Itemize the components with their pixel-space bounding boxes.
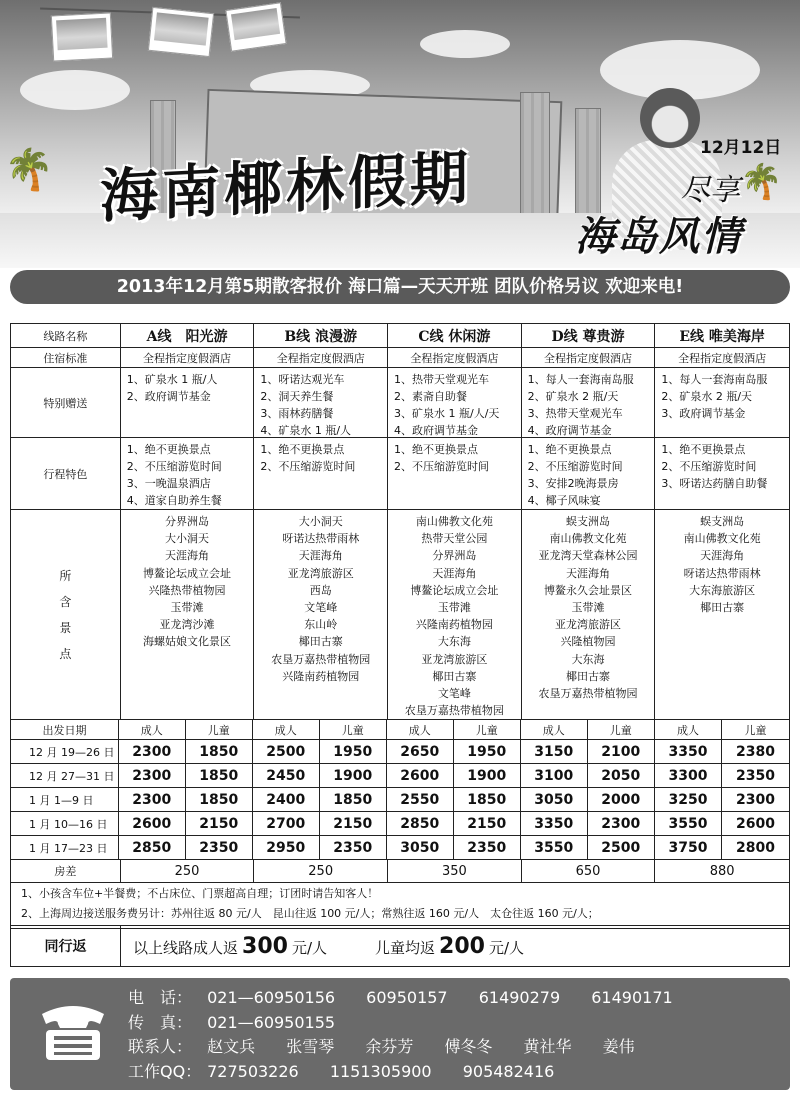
feature-row — [11, 438, 789, 510]
room-diff-e: 880 — [709, 863, 735, 879]
feature-item: 2、不压缩游览时间 — [527, 460, 623, 473]
scenic-label-char: 含 — [59, 594, 72, 609]
price-child: 2800 — [736, 839, 775, 856]
scenic-a — [121, 510, 255, 719]
price-adult: 2400 — [253, 788, 320, 811]
price-header-row — [11, 720, 789, 740]
gift-label: 特别赠送 — [11, 368, 121, 437]
route-name-label: 线路名称 — [11, 324, 121, 347]
scenic-item: 椰田古寨 — [298, 635, 343, 649]
scenic-item: 玉带滩 — [571, 601, 605, 615]
scenic-item: 南山佛教文化苑 — [415, 515, 493, 528]
rebate-box — [10, 925, 790, 967]
scenic-item: 文笔峰 — [304, 601, 338, 615]
line-e-name: E线 唯美海岸 — [679, 328, 765, 345]
gift-e — [655, 368, 789, 437]
price-row — [11, 812, 789, 836]
gift-item: 4、矿泉水 1 瓶/人 — [260, 424, 352, 437]
fax-line — [128, 1011, 673, 1036]
scenic-item: 玉带滩 — [170, 601, 204, 615]
price-child: 1850 — [199, 767, 239, 784]
palm-tree-icon: 🌴 — [4, 147, 54, 193]
price-header-e — [655, 720, 789, 739]
scenic-item: 天涯海角 — [165, 549, 210, 563]
price-adult: 2600 — [119, 812, 186, 835]
scenic-item: 文笔峰 — [437, 687, 471, 701]
child-label: 儿童 — [207, 723, 230, 737]
scenic-item: 大东海 — [437, 635, 471, 649]
contact-person: 黄社华 — [523, 1037, 572, 1056]
hanging-photo — [148, 7, 214, 57]
feature-item: 2、不压缩游览时间 — [126, 460, 222, 473]
gift-item: 4、政府调节基金 — [527, 424, 612, 437]
gift-a — [121, 368, 255, 437]
feature-a — [121, 438, 255, 509]
gift-item: 1、每人一套海南岛服 — [527, 373, 634, 386]
room-diff-c: 350 — [388, 860, 522, 882]
scenic-item: 热带天堂公园 — [421, 532, 488, 546]
person-label: 联系人： — [128, 1037, 193, 1056]
price-child: 2350 — [199, 839, 239, 856]
price-adult: 3050 — [387, 836, 454, 859]
gift-item: 1、热带天堂观光车 — [394, 373, 490, 386]
scenic-item: 分界洲岛 — [432, 549, 477, 563]
price-adult: 3050 — [521, 788, 588, 811]
price-child: 2300 — [601, 815, 641, 832]
hotel-row — [11, 348, 789, 368]
depart-date-label: 出发日期 — [11, 720, 119, 739]
scenic-item: 天涯海角 — [700, 549, 745, 563]
price-adult: 2950 — [253, 836, 320, 859]
scenic-b — [254, 510, 388, 719]
depart-date: 12 月 19—26 日 — [11, 740, 119, 763]
child-label: 儿童 — [341, 723, 364, 737]
scenic-item: 南山佛教文化苑 — [683, 532, 761, 546]
tel-number: 61490171 — [591, 988, 673, 1007]
scenic-item: 椰田古寨 — [700, 601, 745, 615]
price-adult: 3350 — [521, 812, 588, 835]
scenic-item: 农垦万嘉热带植物园 — [404, 704, 504, 718]
price-adult: 3350 — [655, 740, 722, 763]
scenic-item: 天涯海角 — [432, 566, 477, 580]
price-child: 1850 — [467, 791, 507, 808]
feature-item: 2、不压缩游览时间 — [394, 460, 490, 473]
price-adult: 3300 — [655, 764, 722, 787]
price-child: 2150 — [467, 815, 507, 832]
cloud-shape — [20, 70, 130, 110]
adult-label: 成人 — [521, 720, 588, 739]
gift-d — [522, 368, 656, 437]
gift-item: 2、政府调节基金 — [126, 390, 211, 403]
scenic-item: 天涯海角 — [566, 566, 611, 580]
child-label: 儿童 — [744, 723, 767, 737]
palm-tree-icon: 🌴 — [740, 162, 783, 202]
gift-item: 3、热带天堂观光车 — [527, 407, 623, 420]
qq-label: 工作QQ： — [128, 1061, 202, 1081]
price-child: 2150 — [199, 815, 239, 832]
issue-date: 12月12日 — [700, 138, 782, 158]
scenic-item: 博鳌论坛成立会址 — [410, 583, 499, 597]
scenic-item: 大东海 — [571, 652, 605, 666]
scenic-item: 亚龙湾旅游区 — [555, 618, 622, 632]
price-child: 2350 — [736, 767, 775, 784]
scenic-item: 呀诺达热带雨林 — [282, 532, 360, 546]
adult-label: 成人 — [387, 720, 454, 739]
scenic-item: 兴隆南药植物园 — [415, 618, 493, 632]
contact-person: 姜伟 — [602, 1037, 635, 1056]
slogan-bottom: 海岛风情 — [575, 213, 743, 260]
gift-item: 3、雨林药膳餐 — [260, 407, 334, 420]
child-label: 儿童 — [609, 723, 632, 737]
scenic-item: 蜈支洲岛 — [566, 515, 611, 528]
contact-footer — [10, 978, 790, 1090]
price-adult: 2600 — [387, 764, 454, 787]
price-adult: 2700 — [253, 812, 320, 835]
price-adult: 3550 — [521, 836, 588, 859]
price-child: 2100 — [601, 743, 641, 760]
gift-item: 3、政府调节基金 — [661, 407, 746, 420]
scenic-item: 椰田古寨 — [432, 669, 477, 683]
hotel-c: 全程指定度假酒店 — [388, 348, 522, 367]
rebate-text — [121, 934, 524, 959]
room-diff-label: 房差 — [11, 860, 121, 882]
price-child: 1850 — [333, 791, 373, 808]
line-b-name: B线 浪漫游 — [254, 324, 388, 347]
feature-e — [655, 438, 789, 509]
feature-item: 3、安排2晚海景房 — [527, 477, 619, 490]
room-diff-d: 650 — [522, 860, 656, 882]
feature-item: 2、不压缩游览时间 — [661, 460, 757, 473]
scenic-item: 呀诺达热带雨林 — [683, 566, 761, 580]
price-row — [11, 740, 789, 764]
price-child: 1950 — [467, 743, 507, 760]
gift-b — [254, 368, 388, 437]
price-header-c — [387, 720, 521, 739]
note-line: 2、上海周边接送服务费另计：苏州往返 80 元/人 昆山往返 100 元/人；常熟往返 160 元/人 太仓往返 160 元/人； — [21, 907, 599, 920]
feature-item: 1、绝不更换景点 — [394, 443, 479, 456]
scenic-item: 亚龙湾旅游区 — [421, 652, 488, 666]
adult-label: 成人 — [119, 720, 186, 739]
scenic-item: 亚龙湾天堂森林公园 — [538, 549, 638, 563]
price-table — [10, 323, 790, 883]
gift-item: 3、矿泉水 1 瓶/人/天 — [394, 407, 500, 420]
price-adult: 2550 — [387, 788, 454, 811]
scenic-item: 玉带滩 — [437, 601, 471, 615]
adult-label: 成人 — [253, 720, 320, 739]
qq-line — [128, 1060, 673, 1085]
gift-item: 2、素斋自助餐 — [394, 390, 468, 403]
scenic-row — [11, 510, 789, 720]
price-adult: 3100 — [521, 764, 588, 787]
hotel-e: 全程指定度假酒店 — [678, 351, 767, 365]
scenic-item: 海螺姑娘文化景区 — [143, 635, 232, 649]
price-row — [11, 788, 789, 812]
price-child: 2350 — [333, 839, 373, 856]
price-header-d — [521, 720, 655, 739]
scenic-item: 大小洞天 — [298, 515, 343, 528]
depart-date: 1 月 1—9 日 — [11, 788, 119, 811]
price-child: 1900 — [333, 767, 373, 784]
price-child: 2500 — [601, 839, 641, 856]
scenic-item: 兴隆热带植物园 — [148, 583, 226, 597]
line-a-name: A线 阳光游 — [121, 324, 255, 347]
price-child: 1900 — [467, 767, 507, 784]
scenic-item: 椰田古寨 — [566, 669, 611, 683]
table-header-row — [11, 324, 789, 348]
rebate-adult-amount: 300 — [242, 933, 288, 959]
price-row — [11, 764, 789, 788]
contact-person: 张雪琴 — [286, 1037, 335, 1056]
feature-item: 1、绝不更换景点 — [527, 443, 612, 456]
price-child: 2150 — [333, 815, 373, 832]
price-adult: 3150 — [521, 740, 588, 763]
feature-item: 4、道家自助养生餐 — [126, 494, 222, 507]
price-child: 2050 — [601, 767, 641, 784]
price-adult: 2300 — [119, 740, 186, 763]
scenic-c — [388, 510, 522, 719]
price-child: 2600 — [736, 815, 775, 832]
hotel-b: 全程指定度假酒店 — [254, 348, 388, 367]
hanging-photo — [225, 2, 286, 51]
rebate-label: 同行返 — [11, 926, 121, 966]
fax-number: 021—60950155 — [207, 1012, 336, 1032]
gift-row — [11, 368, 789, 438]
tel-line — [128, 986, 673, 1011]
contact-person: 傅冬冬 — [444, 1037, 493, 1056]
scenic-item: 农垦万嘉热带植物园 — [271, 652, 371, 666]
feature-d — [522, 438, 656, 509]
feature-item: 1、绝不更换景点 — [661, 443, 746, 456]
scenic-label-char: 景 — [59, 620, 72, 635]
price-child: 2300 — [736, 791, 775, 808]
feature-c — [388, 438, 522, 509]
contact-info — [128, 986, 673, 1084]
scenic-item: 兴隆植物园 — [560, 635, 616, 649]
feature-item: 4、椰子风味宴 — [527, 494, 601, 507]
hanging-photo — [51, 12, 113, 61]
scenic-item: 分界洲岛 — [165, 515, 210, 528]
tel-number: 61490279 — [478, 988, 561, 1007]
gift-item: 2、矿泉水 2 瓶/天 — [661, 390, 753, 403]
scenic-label-char: 所 — [59, 568, 72, 583]
banner — [0, 0, 800, 268]
scenic-item: 西岛 — [309, 583, 332, 597]
feature-item: 2、不压缩游览时间 — [260, 460, 356, 473]
scenic-label — [11, 510, 121, 719]
scenic-item: 东山岭 — [304, 618, 338, 632]
feature-label: 行程特色 — [11, 438, 121, 509]
price-adult: 2450 — [253, 764, 320, 787]
scenic-item: 农垦万嘉热带植物园 — [538, 687, 638, 701]
gift-item: 1、每人一套海南岛服 — [661, 373, 768, 386]
scenic-item: 博鳌论坛成立会址 — [143, 566, 232, 580]
hotel-label: 住宿标准 — [11, 348, 121, 367]
scenic-item: 博鳌永久会址景区 — [544, 583, 633, 597]
depart-date: 12 月 27—31 日 — [11, 764, 119, 787]
scenic-d — [522, 510, 656, 719]
scenic-item: 亚龙湾旅游区 — [287, 566, 354, 580]
feature-item: 3、呀诺达药膳自助餐 — [661, 477, 768, 490]
line-c-name: C线 休闲游 — [388, 324, 522, 347]
note-line: 1、小孩含车位+半餐费；不占床位、门票超高自理；订团时请告知客人！ — [21, 887, 379, 900]
depart-date: 1 月 17—23 日 — [11, 836, 119, 859]
contact-person-line — [128, 1035, 673, 1060]
contact-person: 余芬芳 — [365, 1037, 414, 1056]
scenic-item: 兴隆南药植物园 — [282, 669, 360, 683]
rebate-child-amount: 200 — [439, 933, 485, 959]
brand-title: 海南椰林假期 — [100, 143, 473, 231]
qq-number: 905482416 — [462, 1061, 555, 1081]
room-diff-b: 250 — [254, 860, 388, 882]
price-row — [11, 836, 789, 860]
rebate-adult-text: 以上线路成人返 — [133, 938, 239, 957]
price-child: 1850 — [199, 743, 239, 760]
price-adult: 2650 — [387, 740, 454, 763]
telephone-icon — [36, 1000, 110, 1064]
scenic-item: 大东海旅游区 — [689, 583, 756, 597]
price-child: 1850 — [199, 791, 239, 808]
hotel-d: 全程指定度假酒店 — [522, 348, 656, 367]
feature-b — [254, 438, 388, 509]
scenic-item: 南山佛教文化苑 — [549, 532, 627, 546]
price-child: 2350 — [467, 839, 507, 856]
tel-number: 021—60950156 — [207, 988, 336, 1007]
child-label: 儿童 — [475, 723, 498, 737]
price-child: 2000 — [601, 791, 641, 808]
gift-item: 2、矿泉水 2 瓶/天 — [527, 390, 619, 403]
gift-item: 2、洞天养生餐 — [260, 390, 334, 403]
scenic-item: 大小洞天 — [165, 532, 210, 546]
price-child: 1950 — [333, 743, 373, 760]
notes-box — [10, 876, 790, 929]
qq-number: 727503226 — [207, 1061, 299, 1081]
hotel-a: 全程指定度假酒店 — [121, 348, 255, 367]
scenic-e — [655, 510, 789, 719]
price-adult: 2300 — [119, 788, 186, 811]
price-child: 2380 — [736, 743, 775, 760]
rebate-unit: 元/人 — [488, 938, 525, 957]
line-d-name: D线 尊贵游 — [522, 324, 656, 347]
price-adult: 2850 — [387, 812, 454, 835]
scenic-item: 蜈支洲岛 — [700, 515, 745, 528]
scenic-item: 亚龙湾沙滩 — [159, 618, 215, 632]
feature-item: 1、绝不更换景点 — [260, 443, 345, 456]
contact-person: 赵文兵 — [207, 1037, 256, 1056]
scenic-item: 天涯海角 — [298, 549, 343, 563]
gift-item: 1、矿泉水 1 瓶/人 — [126, 373, 218, 386]
price-subheading: 2013年12月第5期散客报价 海口篇—天天开班 团队价格另议 欢迎来电! — [10, 270, 790, 304]
slogan-top: 尽享 — [680, 173, 740, 208]
price-adult: 2300 — [119, 764, 186, 787]
price-adult: 3250 — [655, 788, 722, 811]
room-diff-a: 250 — [121, 860, 255, 882]
adult-label: 成人 — [655, 720, 722, 739]
tel-label: 电 话： — [128, 988, 193, 1007]
gift-item: 4、政府调节基金 — [394, 424, 479, 437]
price-header-b — [253, 720, 387, 739]
scenic-label-char: 点 — [59, 646, 72, 661]
price-adult: 2850 — [119, 836, 186, 859]
feature-item: 1、绝不更换景点 — [126, 443, 211, 456]
rebate-child-text: 儿童均返 — [375, 938, 436, 957]
rebate-unit: 元/人 — [291, 938, 328, 957]
price-adult: 3550 — [655, 812, 722, 835]
price-adult: 2500 — [253, 740, 320, 763]
cloud-shape — [420, 30, 510, 58]
qq-number: 1151305900 — [329, 1061, 432, 1081]
feature-item: 3、一晚温泉酒店 — [126, 477, 211, 490]
gift-item: 1、呀诺达观光车 — [260, 373, 345, 386]
price-header-a — [119, 720, 253, 739]
price-adult: 3750 — [655, 836, 722, 859]
gift-c — [388, 368, 522, 437]
depart-date: 1 月 10—16 日 — [11, 812, 119, 835]
fax-label: 传 真： — [128, 1012, 193, 1032]
model-head — [640, 88, 700, 148]
tel-number: 60950157 — [366, 988, 448, 1007]
